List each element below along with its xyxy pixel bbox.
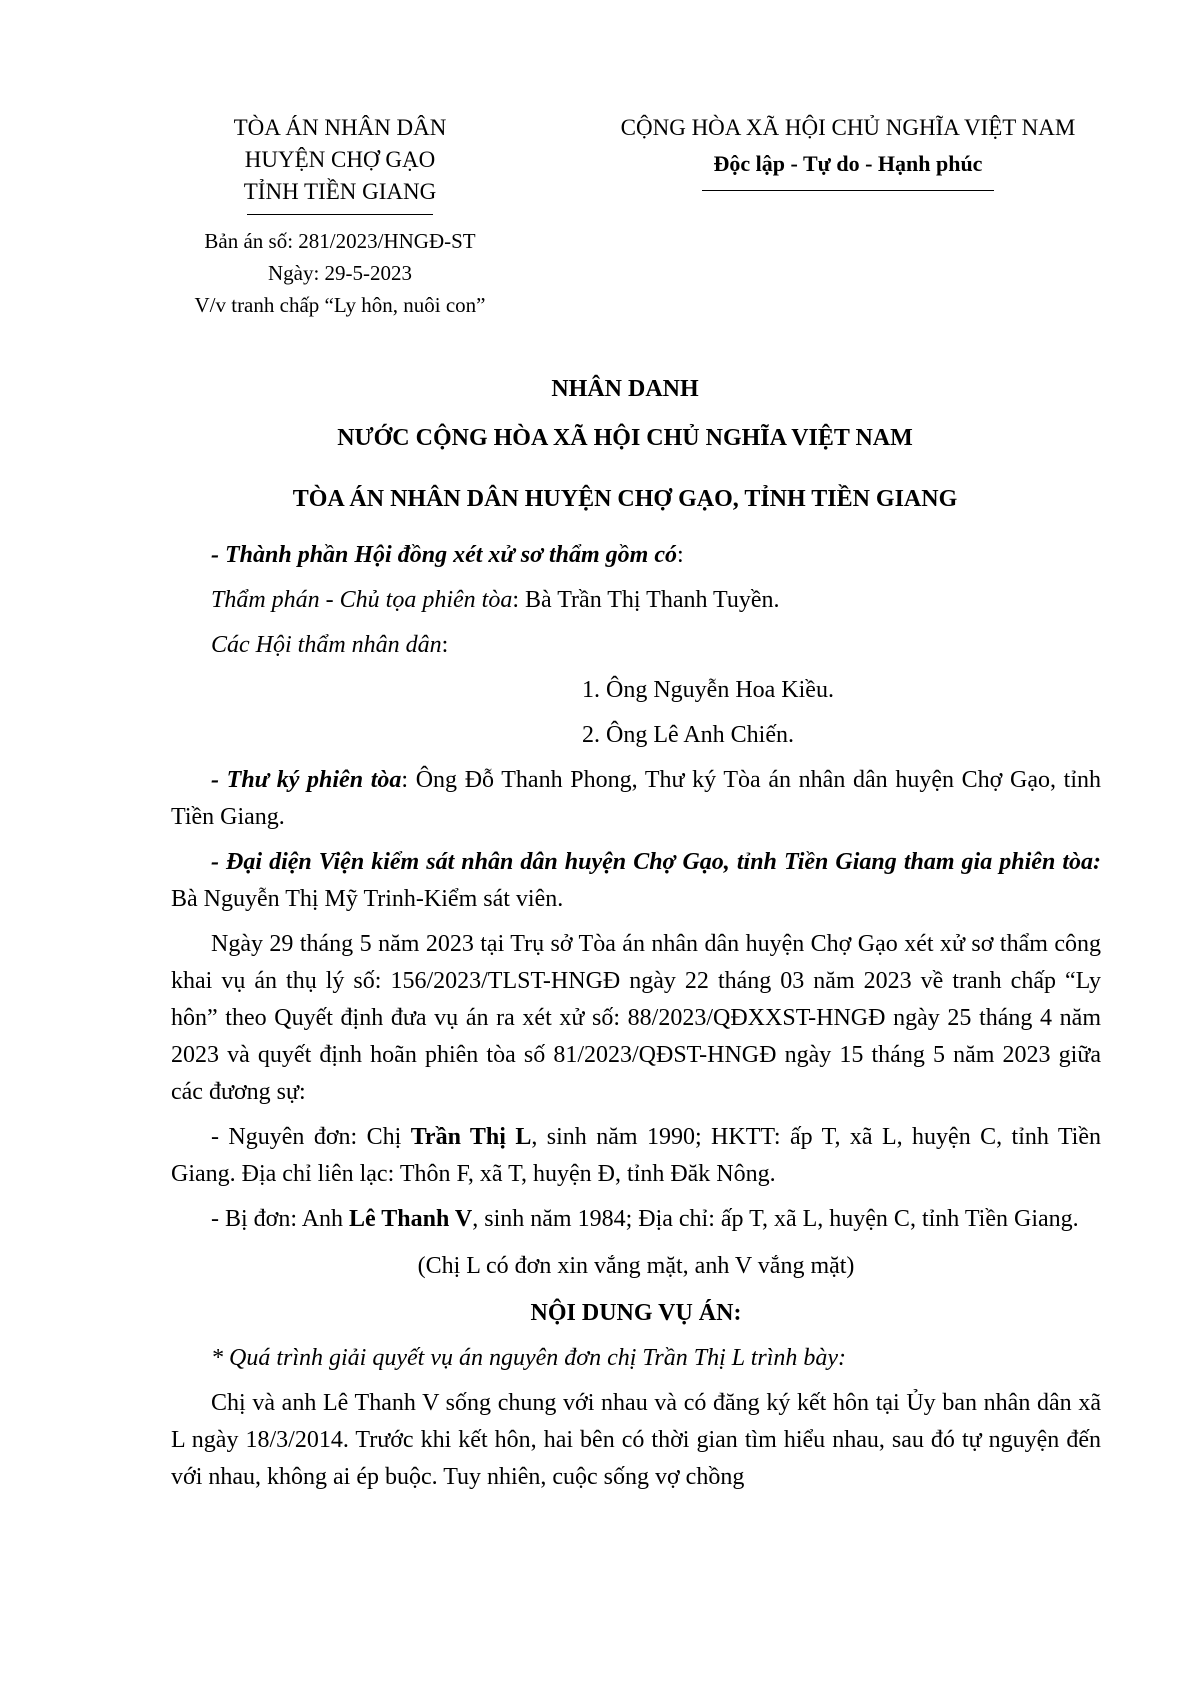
document-body — [171, 537, 1101, 1496]
procuracy-representative: - Đại diện Viện kiểm sát nhân dân huyện Chợ Gạo, tỉnh Tiền Giang tham gia phiên tòa: Bà Nguyễn Thị Mỹ Trinh-Kiểm sát viên. — [171, 849, 1101, 912]
national-title: CỘNG HÒA XÃ HỘI CHỦ NGHĨA VIỆT NAM — [620, 115, 1076, 140]
plaintiff: - Nguyên đơn: Chị Trần Thị L, sinh năm 1990; HKTT: ấp T, xã L, huyện C, tỉnh Tiền Giang. Địa chỉ liên lạc: Thôn F, xã T, huyện Đ, tỉnh Đăk Nông. — [171, 1124, 1101, 1187]
panel-heading: - Thành phần Hội đồng xét xử sơ thẩm gồm có: — [211, 542, 684, 568]
verdict-date: Ngày: 29-5-2023 — [267, 261, 413, 285]
title-line-1: NHÂN DANH — [551, 376, 699, 402]
court-name-line-2: HUYỆN CHỢ GẠO — [244, 147, 436, 172]
hearing-paragraph: Ngày 29 tháng 5 năm 2023 tại Trụ sở Tòa án nhân dân huyện Chợ Gạo xét xử sơ thẩm công khai vụ án thụ lý số: 156/2023/TLST-HNGĐ ngày 22 tháng 03 năm 2023 về tranh chấp “Ly hôn” theo Quyết định đưa vụ án ra xét xử số: 88/2023/QĐXXST-HNGĐ ngày 25 tháng 4 năm 2023 và quyết định hoãn phiên tòa số 81/2023/QĐST-HNGĐ ngày 15 tháng 5 năm 2023 giữa các đương sự: — [171, 931, 1101, 1105]
case-content-heading: NỘI DUNG VỤ ÁN: — [530, 1300, 742, 1326]
title-line-3: TÒA ÁN NHÂN DÂN HUYỆN CHỢ GẠO, TỈNH TIỀN GIANG — [292, 486, 958, 512]
court-clerk: - Thư ký phiên tòa: Ông Đỗ Thanh Phong, Thư ký Tòa án nhân dân huyện Chợ Gạo, tỉnh Tiền Giang. — [171, 767, 1101, 830]
presiding-judge: Thẩm phán - Chủ tọa phiên tòa: Bà Trần Thị Thanh Tuyền. — [211, 587, 780, 613]
court-name-line-3: TỈNH TIỀN GIANG — [243, 179, 437, 204]
defendant: - Bị đơn: Anh Lê Thanh V, sinh năm 1984; Địa chỉ: ấp T, xã L, huyện C, tỉnh Tiền Giang. — [211, 1206, 1079, 1232]
court-header-divider — [247, 214, 433, 215]
court-name-line-1: TÒA ÁN NHÂN DÂN — [233, 115, 447, 140]
case-content-subheading: * Quá trình giải quyết vụ án nguyên đơn chị Trần Thị L trình bày: — [211, 1345, 847, 1371]
assessor-2: 2. Ông Lê Anh Chiến. — [582, 722, 794, 748]
motto-divider — [702, 190, 994, 191]
assessor-1: 1. Ông Nguyễn Hoa Kiều. — [582, 677, 834, 703]
national-header — [578, 112, 1118, 191]
assessors-label: Các Hội thẩm nhân dân: — [211, 632, 449, 658]
verdict-number: Bản án số: 281/2023/HNGĐ-ST — [204, 229, 476, 253]
attendance-note: (Chị L có đơn xin vắng mặt, anh V vắng mặt) — [417, 1253, 855, 1279]
title-line-2: NƯỚC CỘNG HÒA XÃ HỘI CHỦ NGHĨA VIỆT NAM — [337, 425, 913, 451]
court-header — [150, 112, 530, 321]
case-content-paragraph: Chị và anh Lê Thanh V sống chung với nhau và có đăng ký kết hôn tại Ủy ban nhân dân xã L ngày 18/3/2014. Trước khi kết hôn, hai bên có thời gian tìm hiểu nhau, sau đó tự nguyện đến với nhau, không ai ép buộc. Tuy nhiên, cuộc sống vợ chồng — [171, 1390, 1101, 1490]
verdict-subject: V/v tranh chấp “Ly hôn, nuôi con” — [194, 293, 486, 317]
national-motto: Độc lập - Tự do - Hạnh phúc — [713, 151, 983, 176]
